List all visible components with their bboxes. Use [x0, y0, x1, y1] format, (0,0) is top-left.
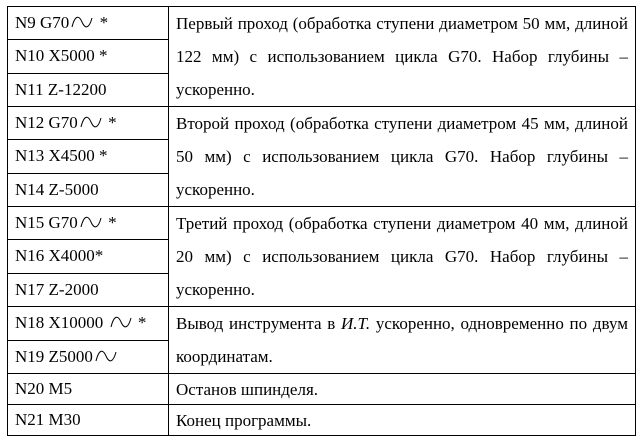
code-text: N10 X5000 *	[15, 46, 108, 66]
description-cell	[169, 107, 636, 207]
description-cell	[169, 207, 636, 307]
arc-icon	[71, 16, 93, 30]
code-cell	[8, 307, 169, 341]
code-text: N21 M30	[15, 410, 81, 429]
code-cell	[8, 107, 169, 140]
code-text: N11 Z-12200	[15, 79, 107, 99]
description-cell	[169, 7, 636, 107]
table-row	[8, 307, 636, 341]
code-text: N15 G70	[15, 213, 78, 233]
code-cell	[8, 73, 169, 106]
description-cell	[169, 307, 636, 374]
code-suffix: *	[103, 213, 117, 233]
description-text: Первый проход (обработка ступени диаметром 50 мм, длиной 122 мм) с использованием цикла G70. Набор глубины – ускоренно.	[176, 14, 628, 99]
arc-icon	[110, 316, 132, 330]
code-cell	[8, 340, 169, 374]
table-row	[8, 405, 636, 436]
code-suffix: *	[103, 113, 117, 133]
description-cell	[169, 374, 636, 405]
code-cell	[8, 273, 169, 306]
code-text: N9 G70	[15, 13, 70, 33]
description-text: Второй проход (обработка ступени диаметром 45 мм, длиной 50 мм) с использованием цикла G70. Набор глубины – ускоренно.	[176, 114, 628, 199]
code-suffix: *	[95, 13, 109, 33]
code-cell	[8, 405, 169, 436]
description-text-before: Вывод инструмента в	[176, 314, 341, 333]
arc-icon	[80, 116, 102, 130]
description-text: Конец программы.	[176, 410, 312, 430]
description-text: Останов шпинделя.	[176, 379, 319, 399]
code-cell	[8, 173, 169, 206]
code-text: N20 M5	[15, 379, 73, 398]
code-cell	[8, 140, 169, 173]
code-cell	[8, 374, 169, 405]
table-row	[8, 374, 636, 405]
description-italic: И.Т.	[341, 314, 371, 333]
code-cell	[8, 7, 169, 40]
code-text: N19 Z5000	[15, 346, 93, 366]
code-text: N17 Z-2000	[15, 279, 99, 299]
description-text: Третий проход (обработка ступени диаметром 40 мм, длиной 20 мм) с использованием цикла G70. Набор глубины – ускоренно.	[176, 214, 628, 299]
code-cell	[8, 207, 169, 240]
code-text: N16 X4000*	[15, 246, 104, 266]
program-table	[7, 6, 636, 436]
code-text: N12 G70	[15, 113, 78, 133]
code-cell	[8, 240, 169, 273]
arc-icon	[95, 350, 117, 364]
code-cell	[8, 40, 169, 73]
code-text: N13 X4500 *	[15, 146, 108, 166]
code-text: N14 Z-5000	[15, 179, 99, 199]
code-suffix: *	[133, 313, 147, 333]
table-row	[8, 107, 636, 140]
code-text: N18 X10000	[15, 313, 108, 333]
description-text-after: ускоренно, одновременно по двум координатам.	[176, 314, 628, 366]
table-row	[8, 207, 636, 240]
description-cell	[169, 405, 636, 436]
arc-icon	[80, 216, 102, 230]
table-row	[8, 7, 636, 40]
